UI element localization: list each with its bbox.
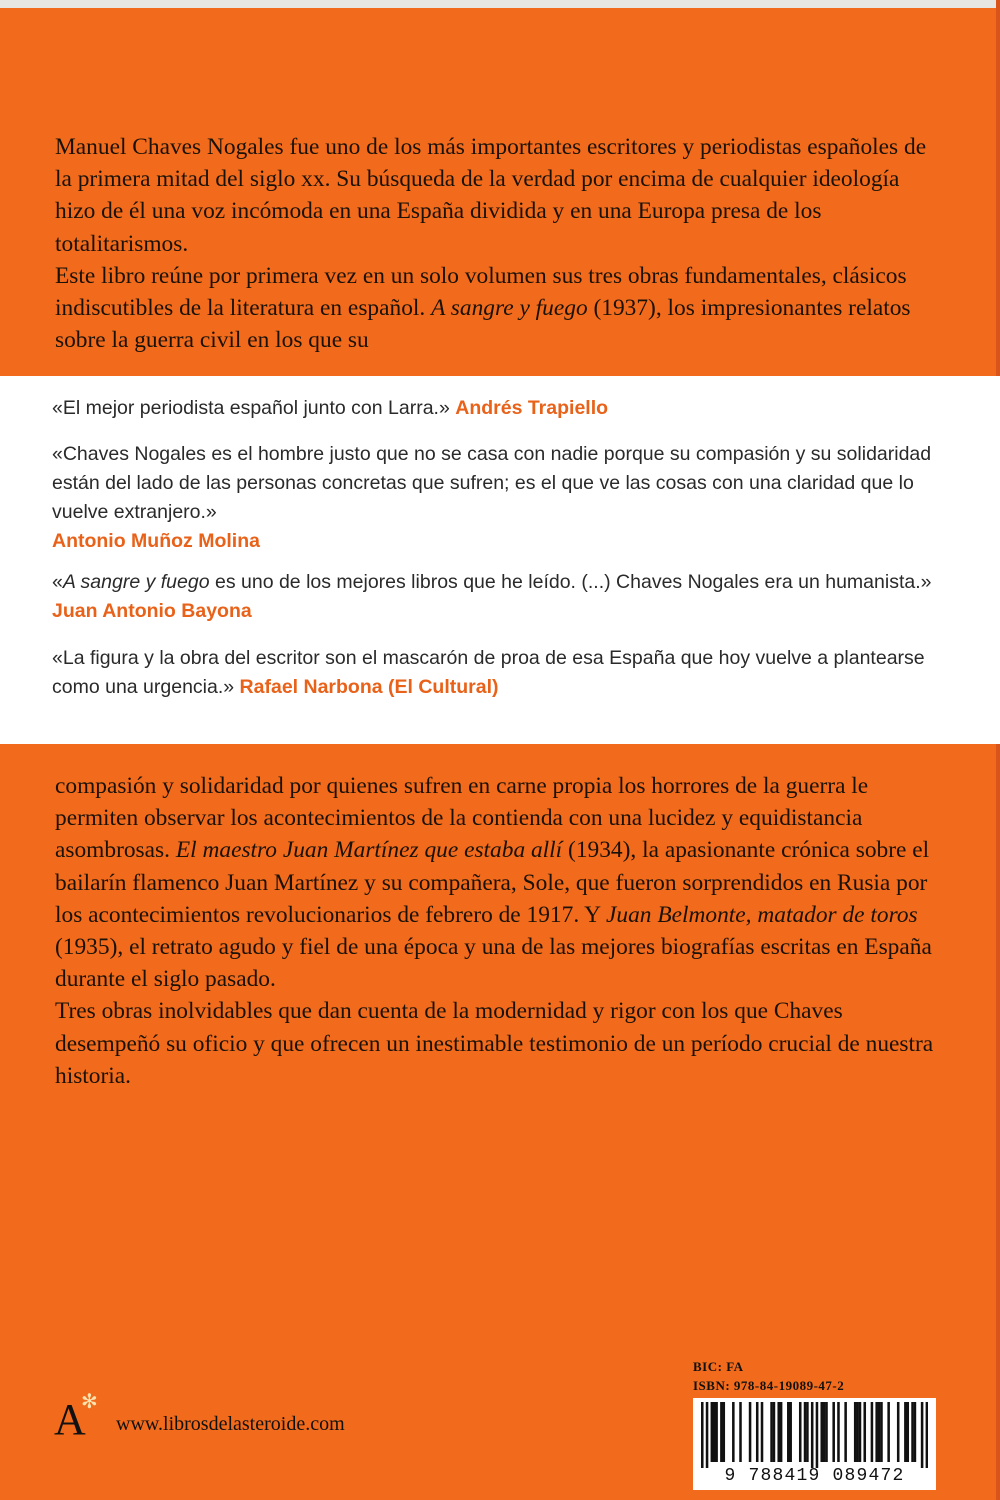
publisher-footer: [54, 1382, 345, 1442]
book-year: (1934): [562, 837, 631, 864]
barcode-bar: [832, 1402, 835, 1462]
barcode-bar: [799, 1402, 802, 1462]
barcode-bar: [780, 1402, 783, 1462]
quote-author: Andrés Trapiello: [455, 397, 609, 419]
barcode-bar: [863, 1402, 866, 1462]
barcode-bar: [787, 1402, 790, 1462]
blurb-text: , la apasionante crónica sobre el bailarín flamenco Juan Martínez y su compañera, Sole, que fueron sorprendidos en Rusia por los acontecimientos revolucionarios de febrero de 1917. Y: [55, 837, 930, 928]
blurb-paragraph-4: Tres obras inolvidables que dan cuenta de la modernidad y rigor con los que Chaves desempeñó su oficio y que ofrecen un inestimable testimonio de un período crucial de nuestra historia.: [55, 998, 934, 1089]
blurb-text: Este libro reúne por primera vez en un solo volumen sus tres obras fundamentales, clásicos indiscutibles de la literatura en español.: [55, 262, 907, 322]
barcode-bar: [770, 1402, 773, 1462]
review-quote: [52, 568, 932, 626]
barcode-bar: [904, 1402, 907, 1462]
barcode-bar: [859, 1402, 862, 1462]
quote-text: «Chaves Nogales es el hombre justo que no se casa con nadie porque su compasión y su solidaridad están del lado de las personas concretas que sufren; es el que ve las cosas con una claridad que lo vuelve extranjero.»: [52, 443, 932, 523]
barcode-bar: [837, 1402, 840, 1462]
blurb-top: [55, 131, 945, 356]
barcode-bar: [713, 1402, 716, 1462]
review-quote: [52, 394, 932, 423]
barcode-bar: [880, 1402, 883, 1462]
blurb-paragraph-2: [55, 260, 945, 357]
barcode-bar: [811, 1402, 814, 1468]
barcode-bar: [706, 1402, 709, 1468]
barcode-bar: [715, 1402, 718, 1462]
quote-author: Rafael Narbona (El Cultural): [239, 676, 499, 698]
publisher-website: www.librosdelasteroide.com: [116, 1413, 345, 1435]
barcode-bar: [844, 1402, 847, 1462]
blurb-text: , los impresionantes relatos sobre la guerra civil en los que su: [55, 295, 911, 354]
barcode-bar: [871, 1402, 874, 1462]
quote-open: «: [52, 571, 63, 593]
book-year: (1937): [587, 295, 656, 322]
barcode-bar: [823, 1402, 826, 1462]
blurb-text: , el retrato agudo y fiel de una época y una de las mejores biografías escritas en España durante el siglo pasado.: [55, 934, 932, 993]
barcode-bar: [789, 1402, 792, 1462]
barcode-bar: [921, 1402, 924, 1468]
barcode-bar: [875, 1402, 878, 1462]
barcode-bar: [773, 1402, 776, 1462]
barcode-bar: [701, 1402, 704, 1468]
barcode-bar: [878, 1402, 881, 1462]
quote-text: es uno de los mejores libros que he leído. (...) Chaves Nogales era un humanista.»: [209, 571, 932, 593]
blurb-paragraph-3: [55, 770, 945, 995]
barcode: [693, 1398, 936, 1490]
review-quotes-band: [0, 376, 1000, 744]
barcode-bar: [749, 1402, 752, 1462]
barcode-bar: [723, 1402, 726, 1462]
barcode-bar: [806, 1402, 809, 1462]
barcode-bars: [701, 1402, 928, 1468]
barcode-bar: [825, 1402, 828, 1462]
barcode-bar: [711, 1402, 714, 1462]
barcode-bar: [856, 1402, 859, 1462]
quote-author: Antonio Muñoz Molina: [52, 530, 260, 552]
barcode-bar: [906, 1402, 909, 1462]
blurb-bottom: [55, 770, 945, 1092]
blurb-paragraph-1: Manuel Chaves Nogales fue uno de los más importantes escritores y periodistas españoles de la primera mitad del siglo xx. Su búsqueda de la verdad por encima de cualquier ideología hizo de él una voz incómoda en una España dividida y en una Europa presa de los totalitarismos.: [55, 134, 927, 257]
cover-edge: [0, 0, 1000, 8]
book-title: Juan Belmonte, matador de toros: [606, 901, 918, 928]
isbn-code: ISBN: 978-84-19089-47-2: [693, 1378, 845, 1393]
barcode-bar: [756, 1402, 759, 1462]
review-quote: [52, 440, 932, 556]
barcode-bar: [720, 1402, 723, 1462]
barcode-bar: [911, 1402, 914, 1462]
barcode-bar: [820, 1402, 823, 1462]
barcode-bar: [914, 1402, 917, 1462]
blurb-text: compasión y solidaridad por quienes sufren en carne propia los horrores de la guerra le permiten observar los acontecimientos de la contienda con una lucidez y equidistancia asombrosas.: [55, 773, 869, 864]
barcode-bar: [897, 1402, 900, 1462]
cover-edge-right: [996, 0, 1000, 1500]
book-title: A sangre y fuego: [431, 295, 588, 322]
book-title: El maestro Juan Martínez que estaba allí: [175, 837, 563, 864]
quote-author: Juan Antonio Bayona: [52, 600, 252, 622]
barcode-bar: [804, 1402, 807, 1462]
barcode-bar: [732, 1402, 735, 1462]
asterisk-icon: ✻: [81, 1391, 98, 1413]
book-year: (1935): [55, 934, 118, 961]
asteroide-logo: [54, 1391, 98, 1444]
logo-letter: A: [54, 1395, 86, 1444]
bic-code: BIC: FA: [693, 1359, 744, 1374]
barcode-bar: [761, 1402, 764, 1462]
quote-text: «El mejor periodista español junto con Larra.»: [52, 397, 456, 419]
barcode-digits: 9 788419 089472: [724, 1466, 905, 1486]
barcode-bar: [926, 1402, 928, 1468]
barcode-bar: [777, 1402, 780, 1462]
barcode-bar: [816, 1402, 819, 1468]
book-codes: [693, 1357, 844, 1395]
quote-book-title: A sangre y fuego: [62, 571, 210, 593]
quote-text: «La figura y la obra del escritor son el mascarón de proa de esa España que hoy vuelve a plantearse como una urgencia.»: [52, 647, 925, 698]
barcode-bar: [739, 1402, 742, 1462]
barcode-bar: [854, 1402, 857, 1462]
barcode-bar: [887, 1402, 890, 1462]
review-quote: [52, 644, 932, 702]
